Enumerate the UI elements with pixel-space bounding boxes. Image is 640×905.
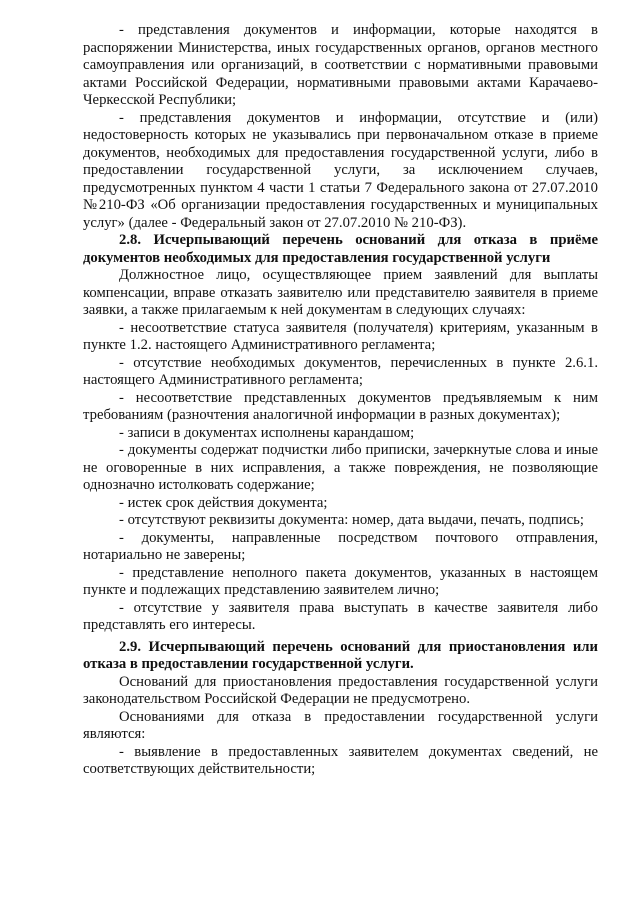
- paragraph-list-item: - отсутствие у заявителя права выступать в качестве заявителя либо представлять его интересы.: [83, 599, 598, 633]
- paragraph-list-item: - представление неполного пакета документов, указанных в настоящем пункте и подлежащих представлению заявителем лично;: [83, 564, 598, 598]
- paragraph-list-item: - отсутствие необходимых документов, перечисленных в пункте 2.6.1. настоящего Административного регламента;: [83, 354, 598, 388]
- paragraph-list-item: - несоответствие статуса заявителя (получателя) критериям, указанным в пункте 1.2. настоящего Административного регламента;: [83, 319, 598, 353]
- paragraph-text: Оснований для приостановления предоставления государственной услуги законодательством Российской Федерации не предусмотрено.: [83, 673, 598, 707]
- paragraph-list-item: - документы, направленные посредством почтового отправления, нотариально не заверены;: [83, 529, 598, 563]
- paragraph-list-item: - записи в документах исполнены карандашом;: [119, 424, 415, 441]
- paragraph-list-item: - документы содержат подчистки либо приписки, зачеркнутые слова и иные не оговоренные в них исправления, а также повреждения, не позволяющие однозначно истолковать содержание;: [83, 442, 598, 493]
- section-heading-2-8: 2.8. Исчерпывающий перечень оснований для отказа в приёме документов необходимых для предоставления государственной услуги: [83, 232, 598, 266]
- paragraph-list-item: - истек срок действия документа;: [119, 494, 328, 511]
- paragraph-text: Основаниями для отказа в предоставлении государственной услуги являются:: [83, 708, 598, 742]
- paragraph-list-item: - несоответствие представленных документов предъявляемым к ним требованиям (разночтения аналогичной информации в разных документах);: [83, 389, 598, 423]
- paragraph-list-item: - отсутствуют реквизиты документа: номер, дата выдачи, печать, подпись;: [119, 512, 584, 528]
- document-page: [83, 22, 598, 779]
- paragraph-list-item: - представления документов и информации, отсутствие и (или) недостоверность которых не указывались при первоначальном отказе в приеме документов, необходимых для предоставления государственной услуги, либо в предоставлении государственной услуги, за исключением случаев, предусмотренных пунктом 4 части 1 статьи 7 Федерального закона от 27.07.2010 №210-ФЗ «Об организации предоставления государственных и муниципальных услуг» (далее - Федеральный закон от 27.07.2010 № 210-ФЗ).: [83, 109, 598, 231]
- section-heading-2-9: 2.9. Исчерпывающий перечень оснований для приостановления или отказа в предоставлении государственной услуги.: [83, 638, 598, 672]
- paragraph-list-item: - выявление в предоставленных заявителем документах сведений, не соответствующих действительности;: [83, 743, 598, 777]
- paragraph-list-item: - представления документов и информации, которые находятся в распоряжении Министерства, иных государственных органов, органов местного самоуправления или организаций, в соответствии с нормативными правовыми актами Российской Федерации, нормативными правовыми актами Карачаево-Черкесской Республики;: [83, 22, 598, 108]
- paragraph-text: Должностное лицо, осуществляющее прием заявлений для выплаты компенсации, вправе отказать заявителю или представителю заявителя в приеме заявки, а также прилагаемым к ней документам в следующих случаях:: [83, 267, 598, 318]
